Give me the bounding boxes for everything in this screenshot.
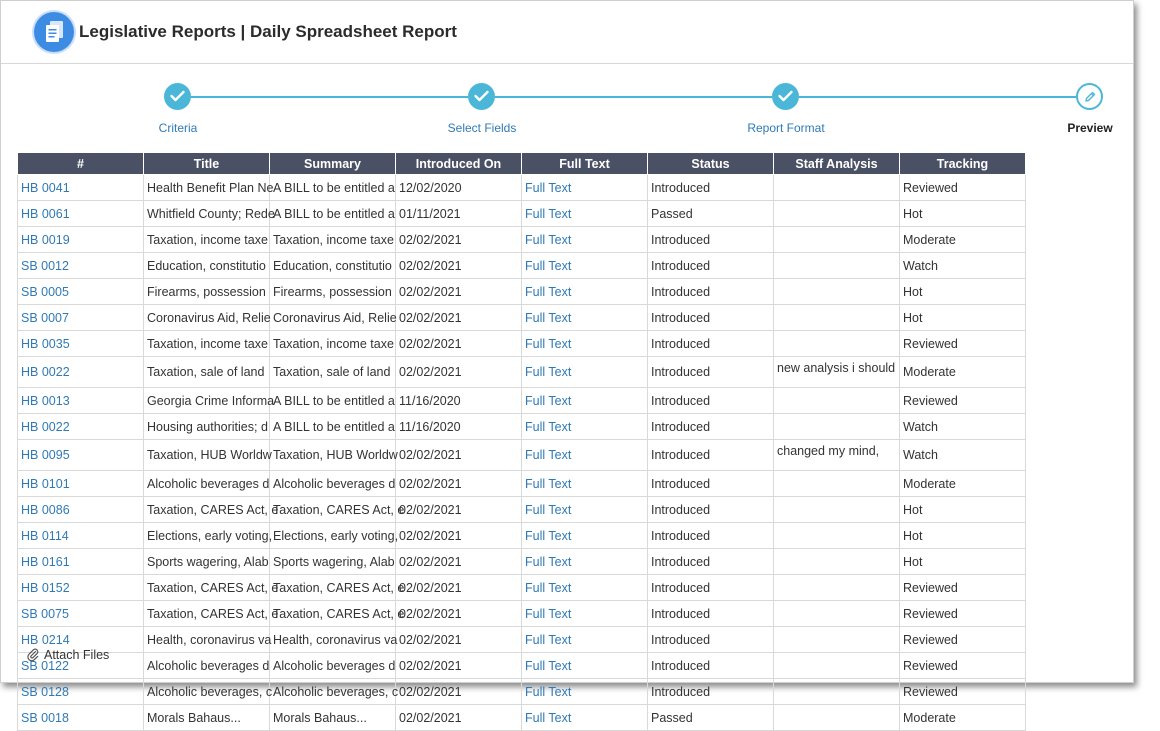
column-header-full-text[interactable]: Full Text [522,153,648,175]
status-cell: Introduced [648,227,774,253]
tracking-cell: Hot [900,279,1026,305]
step-criteria-check-icon[interactable] [164,83,191,110]
bill-number-link[interactable]: HB 0214 [18,627,144,653]
full-text-link[interactable]: Full Text [522,575,648,601]
status-cell: Introduced [648,679,774,705]
bill-title-cell: Coronavirus Aid, Relie [144,305,270,331]
introduced-on-cell: 02/02/2021 [396,549,522,575]
status-cell: Introduced [648,253,774,279]
bill-title-cell: Elections, early voting, [144,523,270,549]
status-cell: Introduced [648,523,774,549]
status-cell: Introduced [648,331,774,357]
bill-number-link[interactable]: HB 0114 [18,523,144,549]
tracking-cell: Hot [900,201,1026,227]
status-cell: Introduced [648,414,774,440]
step-connector [191,96,468,98]
status-cell: Introduced [648,549,774,575]
tracking-cell: Moderate [900,357,1026,388]
bill-number-link[interactable]: SB 0128 [18,679,144,705]
column-header-number[interactable]: # [18,153,144,175]
table-row [18,414,1026,440]
table-row [18,253,1026,279]
step-report-format-label[interactable]: Report Format [747,121,825,135]
bill-number-link[interactable]: HB 0035 [18,331,144,357]
bill-number-link[interactable]: SB 0012 [18,253,144,279]
table-row [18,388,1026,414]
bill-summary-cell: A BILL to be entitled a [270,175,396,201]
tracking-cell: Reviewed [900,601,1026,627]
tracking-cell: Watch [900,440,1026,471]
introduced-on-cell: 02/02/2021 [396,331,522,357]
introduced-on-cell: 02/02/2021 [396,627,522,653]
bill-title-cell: Health, coronavirus va [144,627,270,653]
full-text-link[interactable]: Full Text [522,549,648,575]
step-preview-pencil-icon[interactable] [1076,83,1103,110]
staff-analysis-cell [774,305,900,331]
full-text-link[interactable]: Full Text [522,305,648,331]
bill-number-link[interactable]: HB 0013 [18,388,144,414]
tracking-cell: Hot [900,305,1026,331]
tracking-cell: Reviewed [900,575,1026,601]
full-text-link[interactable]: Full Text [522,523,648,549]
table-row [18,705,1026,731]
bill-summary-cell: Taxation, income taxe [270,227,396,253]
tracking-cell: Watch [900,414,1026,440]
bill-summary-cell: A BILL to be entitled a [270,201,396,227]
staff-analysis-cell [774,331,900,357]
tracking-cell: Hot [900,523,1026,549]
bill-summary-cell: Morals Bahaus... [270,705,396,731]
tracking-cell: Moderate [900,471,1026,497]
staff-analysis-cell [774,388,900,414]
bill-summary-cell: Coronavirus Aid, Relie [270,305,396,331]
tracking-cell: Reviewed [900,175,1026,201]
page-header [1,1,1133,64]
tracking-cell: Hot [900,549,1026,575]
paperclip-icon [27,648,44,662]
bill-title-cell: Housing authorities; d [144,414,270,440]
bill-summary-cell: Elections, early voting, [270,523,396,549]
tracking-cell: Reviewed [900,388,1026,414]
tracking-cell: Watch [900,253,1026,279]
table-row [18,627,1026,653]
bill-summary-cell: Firearms, possession [270,279,396,305]
status-cell: Introduced [648,627,774,653]
staff-analysis-cell [774,575,900,601]
bill-number-link[interactable]: HB 0041 [18,175,144,201]
table-row [18,653,1026,679]
introduced-on-cell: 02/02/2021 [396,305,522,331]
staff-analysis-cell [774,601,900,627]
bill-title-cell: Sports wagering, Alab [144,549,270,575]
full-text-link[interactable]: Full Text [522,253,648,279]
introduced-on-cell: 02/02/2021 [396,575,522,601]
full-text-link[interactable]: Full Text [522,227,648,253]
introduced-on-cell: 02/02/2021 [396,523,522,549]
bill-summary-cell: Alcoholic beverages d [270,653,396,679]
bill-title-cell: Taxation, CARES Act, e [144,601,270,627]
status-cell: Introduced [648,175,774,201]
status-cell: Introduced [648,440,774,471]
introduced-on-cell: 02/02/2021 [396,653,522,679]
status-cell: Introduced [648,388,774,414]
introduced-on-cell: 02/02/2021 [396,357,522,388]
staff-analysis-cell [774,549,900,575]
column-header-tracking[interactable]: Tracking [900,153,1026,175]
staff-analysis-cell [774,653,900,679]
table-header-row [18,153,1026,175]
bill-summary-cell: Taxation, income taxe [270,331,396,357]
full-text-link[interactable]: Full Text [522,414,648,440]
table-row [18,175,1026,201]
column-header-summary[interactable]: Summary [270,153,396,175]
step-criteria-label[interactable]: Criteria [158,121,198,135]
introduced-on-cell: 02/02/2021 [396,471,522,497]
column-header-title[interactable]: Title [144,153,270,175]
bill-number-link[interactable]: HB 0022 [18,357,144,388]
bill-title-cell: Georgia Crime Informa [144,388,270,414]
table-row [18,679,1026,705]
introduced-on-cell: 02/02/2021 [396,253,522,279]
bill-number-link[interactable]: HB 0101 [18,471,144,497]
introduced-on-cell: 02/02/2021 [396,601,522,627]
staff-analysis-cell [774,497,900,523]
wizard-steps [1,64,1133,144]
bill-title-cell: Taxation, HUB Worldw [144,440,270,471]
introduced-on-cell: 11/16/2020 [396,414,522,440]
table-row [18,440,1026,471]
staff-analysis-cell [774,471,900,497]
full-text-link[interactable]: Full Text [522,357,648,388]
status-cell: Introduced [648,305,774,331]
full-text-link[interactable]: Full Text [522,653,648,679]
bill-number-link[interactable]: SB 0005 [18,279,144,305]
tracking-cell: Reviewed [900,653,1026,679]
bill-number-link[interactable]: SB 0018 [18,705,144,731]
introduced-on-cell: 02/02/2021 [396,679,522,705]
bill-number-link[interactable]: HB 0095 [18,440,144,471]
bill-title-cell: Taxation, income taxe [144,331,270,357]
full-text-link[interactable]: Full Text [522,388,648,414]
bill-number-link[interactable]: HB 0022 [18,414,144,440]
bill-summary-cell: Education, constitutio [270,253,396,279]
table-body [18,175,1026,731]
table-row [18,357,1026,388]
bill-title-cell: Education, constitutio [144,253,270,279]
bill-summary-cell: Alcoholic beverages d [270,471,396,497]
bill-title-cell: Morals Bahaus... [144,705,270,731]
status-cell: Introduced [648,471,774,497]
introduced-on-cell: 02/02/2021 [396,705,522,731]
full-text-link[interactable]: Full Text [522,627,648,653]
status-cell: Passed [648,201,774,227]
step-report-format-check-icon[interactable] [772,83,799,110]
staff-analysis-cell [774,679,900,705]
bill-summary-cell: A BILL to be entitled a [270,414,396,440]
introduced-on-cell: 11/16/2020 [396,388,522,414]
bill-title-cell: Health Benefit Plan Ne [144,175,270,201]
column-header-introduced-on[interactable]: Introduced On [396,153,522,175]
staff-analysis-cell [774,627,900,653]
introduced-on-cell: 02/02/2021 [396,497,522,523]
status-cell: Introduced [648,279,774,305]
full-text-link[interactable]: Full Text [522,440,648,471]
bill-summary-cell: Taxation, CARES Act, e [270,575,396,601]
tracking-cell: Moderate [900,227,1026,253]
introduced-on-cell: 01/11/2021 [396,201,522,227]
table-row [18,601,1026,627]
status-cell: Passed [648,705,774,731]
report-table [17,152,1026,731]
bill-number-link[interactable]: SB 0122 [18,653,144,679]
bill-title-cell: Alcoholic beverages, c [144,679,270,705]
bill-summary-cell: Sports wagering, Alab [270,549,396,575]
full-text-link[interactable]: Full Text [522,497,648,523]
attach-files-label: Attach Files [44,648,110,662]
full-text-link[interactable]: Full Text [522,279,648,305]
staff-analysis-cell [774,414,900,440]
bill-number-link[interactable]: SB 0007 [18,305,144,331]
staff-analysis-cell [774,523,900,549]
bill-number-link[interactable]: HB 0061 [18,201,144,227]
bill-number-link[interactable]: HB 0086 [18,497,144,523]
bill-number-link[interactable]: SB 0075 [18,601,144,627]
table-row [18,549,1026,575]
table-row [18,305,1026,331]
table-row [18,331,1026,357]
table-row [18,471,1026,497]
status-cell: Introduced [648,601,774,627]
staff-analysis-cell [774,253,900,279]
bill-summary-cell: Taxation, sale of land [270,357,396,388]
bill-title-cell: Taxation, income taxe [144,227,270,253]
status-cell: Introduced [648,653,774,679]
full-text-link[interactable]: Full Text [522,679,648,705]
staff-analysis-cell [774,201,900,227]
table-row [18,497,1026,523]
staff-analysis-cell [774,175,900,201]
staff-analysis-cell: new analysis i should [774,357,900,388]
staff-analysis-cell [774,705,900,731]
bill-title-cell: Firearms, possession [144,279,270,305]
bill-number-link[interactable]: HB 0152 [18,575,144,601]
full-text-link[interactable]: Full Text [522,601,648,627]
bill-title-cell: Taxation, CARES Act, e [144,497,270,523]
staff-analysis-cell [774,227,900,253]
bill-title-cell: Taxation, CARES Act, e [144,575,270,601]
bill-summary-cell: Taxation, CARES Act, e [270,497,396,523]
step-connector [495,96,772,98]
bill-title-cell: Taxation, sale of land [144,357,270,388]
page-title: Legislative Reports | Daily Spreadsheet Report [79,22,457,41]
table-row [18,227,1026,253]
bill-title-cell: Whitfield County; Rede [144,201,270,227]
full-text-link[interactable]: Full Text [522,705,648,731]
staff-analysis-cell: changed my mind, [774,440,900,471]
column-header-status[interactable]: Status [648,153,774,175]
step-select-fields-check-icon[interactable] [468,83,495,110]
bill-summary-cell: Health, coronavirus va [270,627,396,653]
full-text-link[interactable]: Full Text [522,175,648,201]
full-text-link[interactable]: Full Text [522,201,648,227]
status-cell: Introduced [648,357,774,388]
bill-summary-cell: Taxation, HUB Worldw [270,440,396,471]
bill-summary-cell: Alcoholic beverages, c [270,679,396,705]
step-connector [799,96,1076,98]
status-cell: Introduced [648,497,774,523]
bill-title-cell: Alcoholic beverages d [144,653,270,679]
staff-analysis-cell [774,279,900,305]
table-row [18,575,1026,601]
status-cell: Introduced [648,575,774,601]
tracking-cell: Reviewed [900,331,1026,357]
step-select-fields-label[interactable]: Select Fields [447,121,517,135]
bill-title-cell: Alcoholic beverages d [144,471,270,497]
table-row [18,201,1026,227]
tracking-cell: Moderate [900,705,1026,731]
table-row [18,279,1026,305]
introduced-on-cell: 02/02/2021 [396,440,522,471]
bill-number-link[interactable]: HB 0019 [18,227,144,253]
step-preview-label: Preview [1067,121,1113,135]
tracking-cell: Reviewed [900,627,1026,653]
introduced-on-cell: 12/02/2020 [396,175,522,201]
column-header-staff-analysis[interactable]: Staff Analysis [774,153,900,175]
full-text-link[interactable]: Full Text [522,331,648,357]
table-row [18,523,1026,549]
tracking-cell: Hot [900,497,1026,523]
bill-summary-cell: Taxation, CARES Act, e [270,601,396,627]
full-text-link[interactable]: Full Text [522,471,648,497]
tracking-cell: Reviewed [900,679,1026,705]
introduced-on-cell: 02/02/2021 [396,227,522,253]
bill-number-link[interactable]: HB 0161 [18,549,144,575]
bill-summary-cell: A BILL to be entitled a [270,388,396,414]
introduced-on-cell: 02/02/2021 [396,279,522,305]
document-icon [34,12,74,52]
attach-files-button[interactable] [27,648,109,662]
